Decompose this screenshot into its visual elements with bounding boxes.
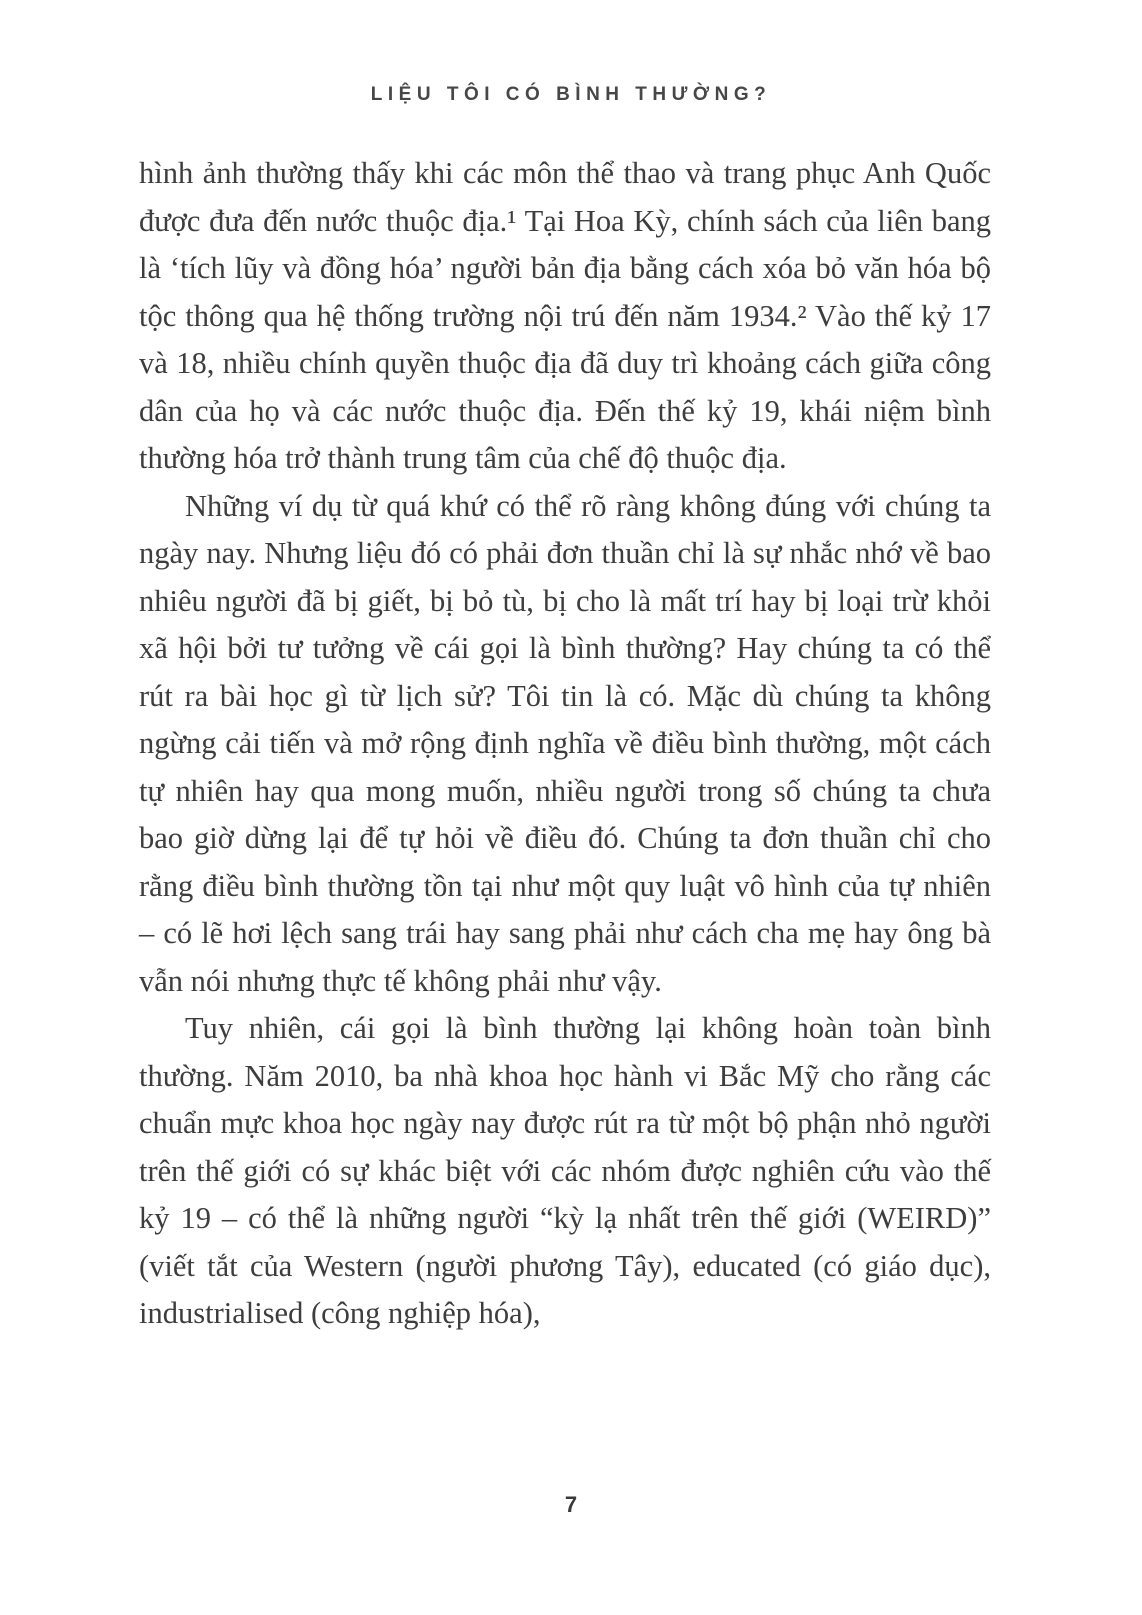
page-number: 7 — [564, 1492, 578, 1517]
paragraph-continuation: hình ảnh thường thấy khi các môn thể thao và trang phục Anh Quốc được đưa đến nước thuộc địa.¹ Tại Hoa Kỳ, chính sách của liên bang là ‘tích lũy và đồng hóa’ người bản địa bằng cách xóa bỏ văn hóa bộ tộc thông qua hệ thống trường nội trú đến năm 1934.² Vào thế kỷ 17 và 18, nhiều chính quyền thuộc địa đã duy trì khoảng cách giữa công dân của họ và các nước thuộc địa. Đến thế kỷ 19, khái niệm bình thường hóa trở thành trung tâm của chế độ thuộc địa. — [139, 156, 991, 475]
paragraph: Tuy nhiên, cái gọi là bình thường lại không hoàn toàn bình thường. Năm 2010, ba nhà khoa học hành vi Bắc Mỹ cho rằng các chuẩn mực khoa học ngày nay được rút ra từ một bộ phận nhỏ người trên thế giới có sự khác biệt với các nhóm được nghiên cứu vào thế kỷ 19 – có thể là những người “kỳ lạ nhất trên thế giới (WEIRD)” (viết tắt của Western (người phương Tây), educated (có giáo dục), industrialised (công nghiệp hóa), — [139, 1011, 991, 1330]
running-header-title: LIỆU TÔI CÓ BÌNH THƯỜNG? — [370, 84, 772, 105]
body-text-block — [139, 150, 991, 1338]
paragraph: Những ví dụ từ quá khứ có thể rõ ràng không đúng với chúng ta ngày nay. Nhưng liệu đó có phải đơn thuần chỉ là sự nhắc nhớ về bao nhiêu người đã bị giết, bị bỏ tù, bị cho là mất trí hay bị loại trừ khỏi xã hội bởi tư tưởng về cái gọi là bình thường? Hay chúng ta có thể rút ra bài học gì từ lịch sử? Tôi tin là có. Mặc dù chúng ta không ngừng cải tiến và mở rộng định nghĩa về điều bình thường, một cách tự nhiên hay qua mong muốn, nhiều người trong số chúng ta chưa bao giờ dừng lại để tự hỏi về điều đó. Chúng ta đơn thuần chỉ cho rằng điều bình thường tồn tại như một quy luật vô hình của tự nhiên – có lẽ hơi lệch sang trái hay sang phải như cách cha mẹ hay ông bà vẫn nói nhưng thực tế không phải như vậy. — [139, 488, 991, 998]
